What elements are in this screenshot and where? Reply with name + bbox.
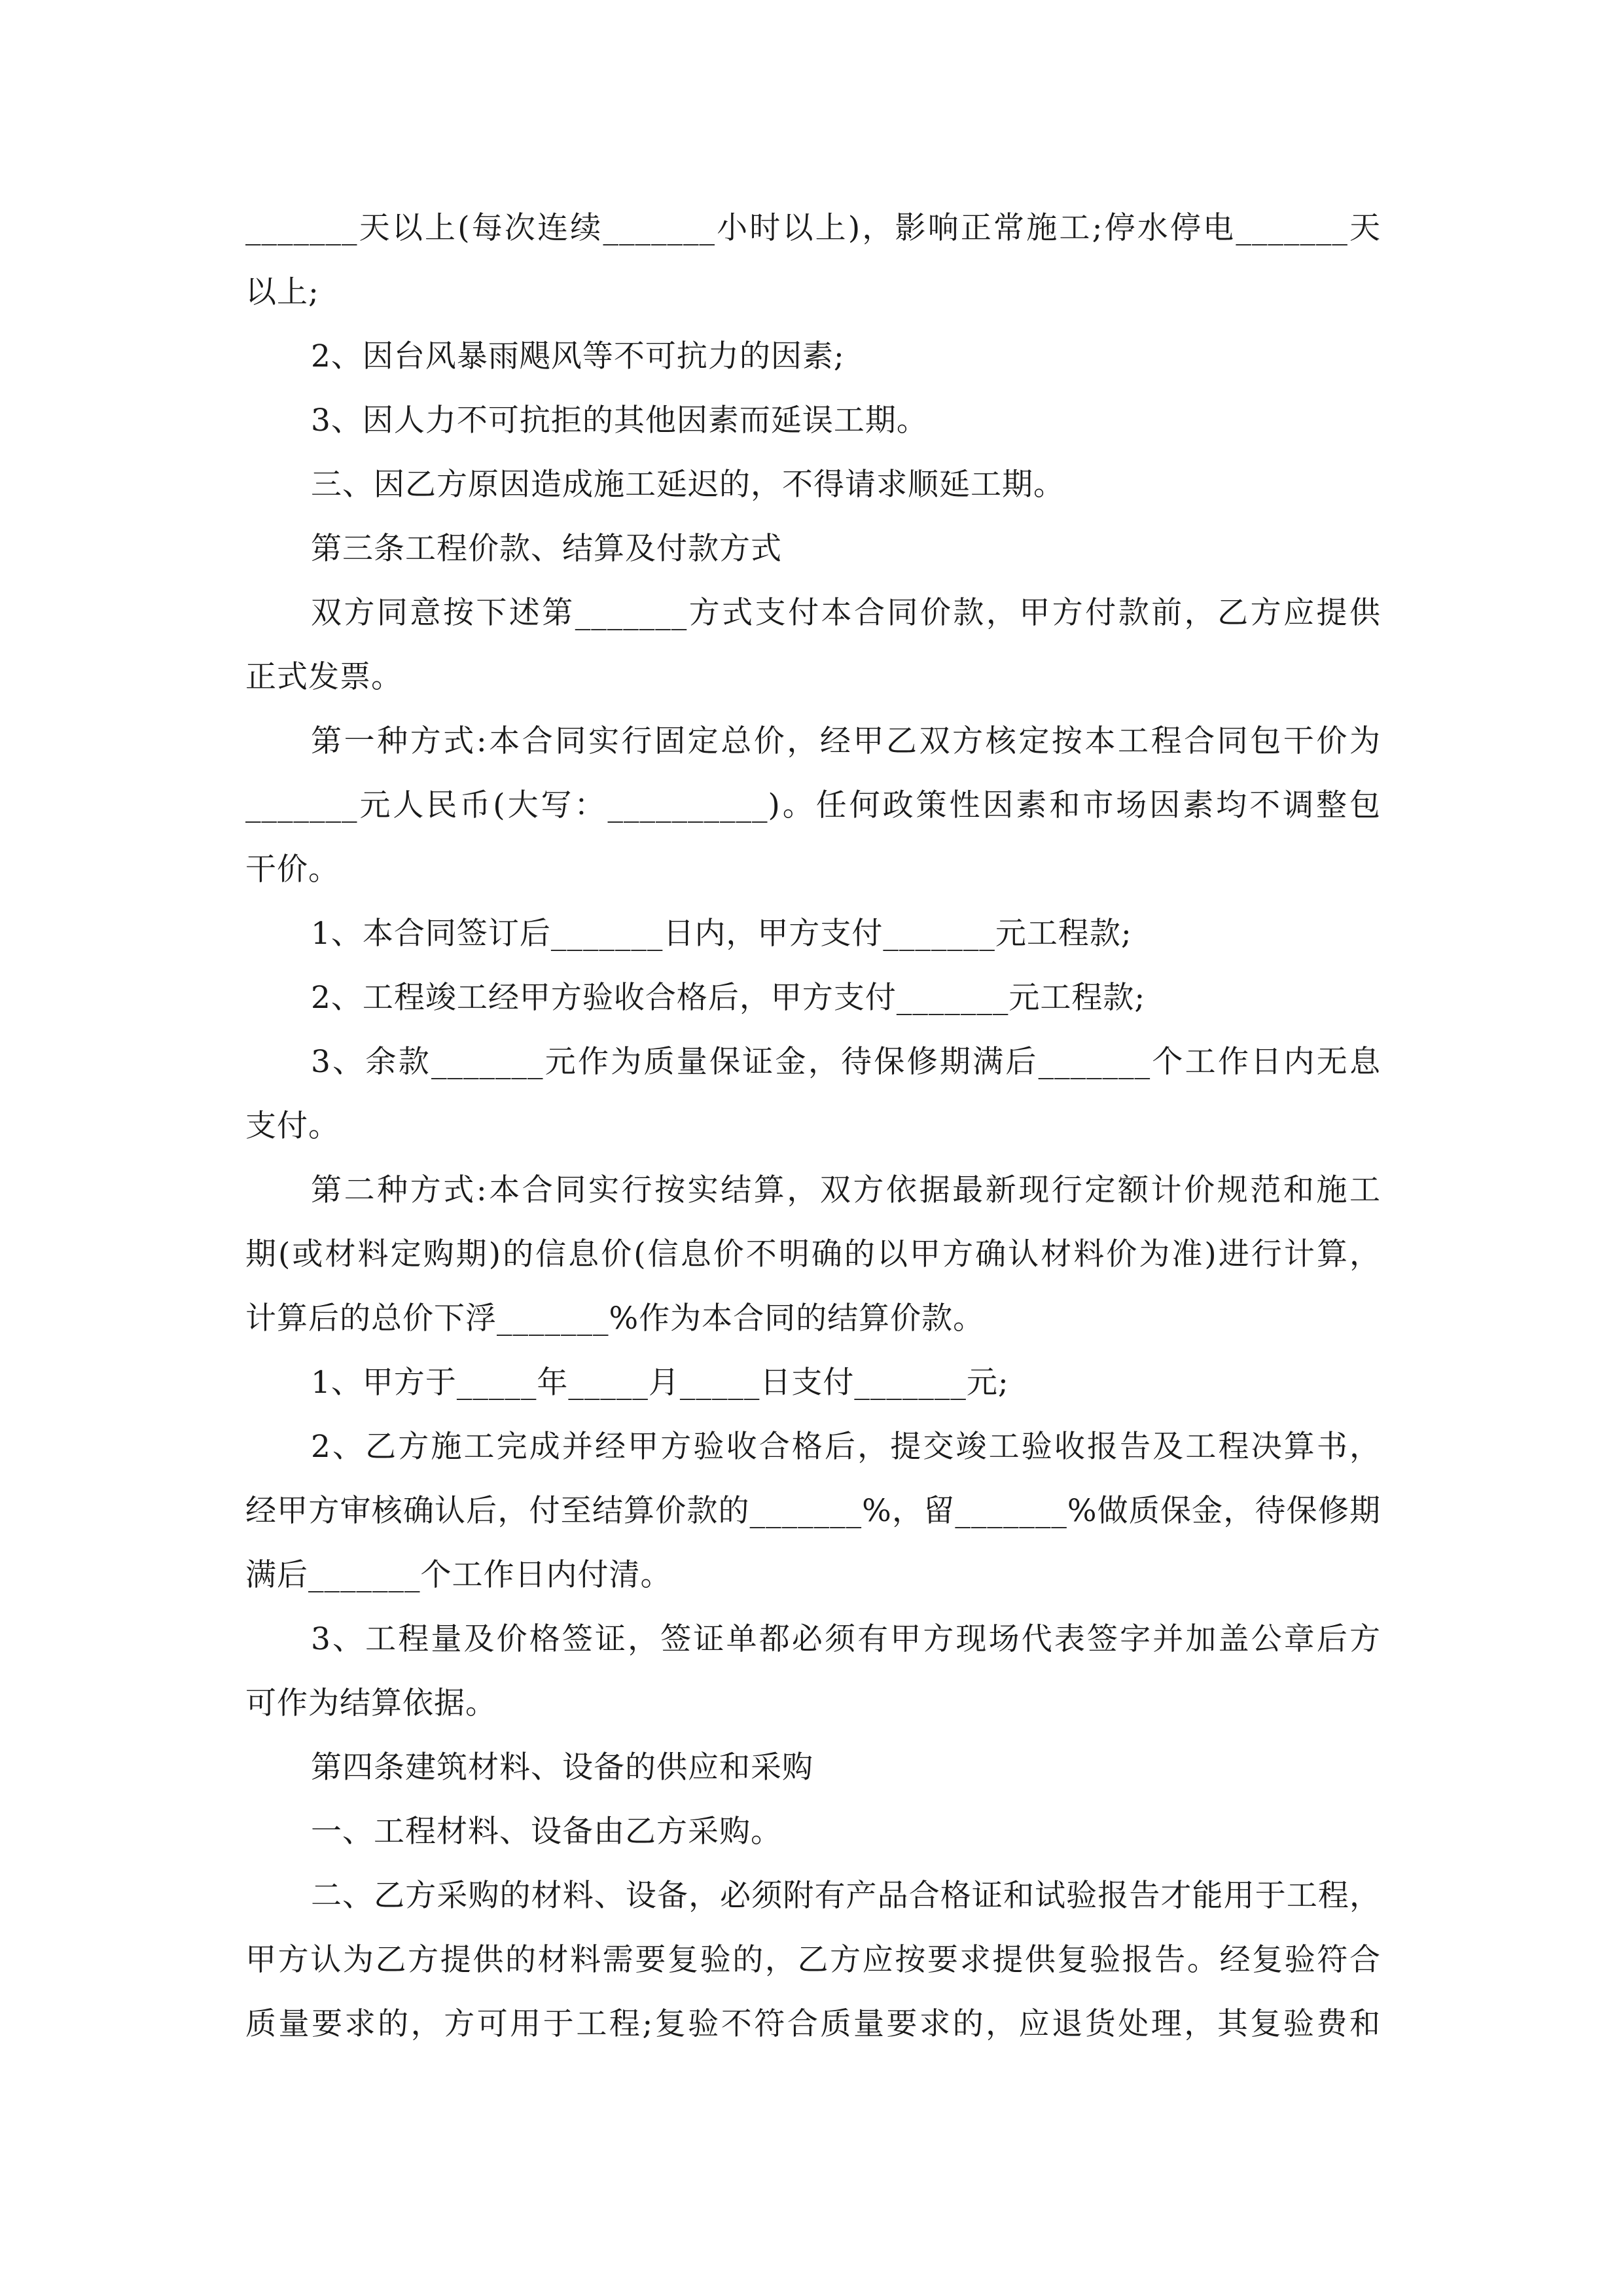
text-line-8: 正式发票。 — [245, 659, 402, 695]
text-line-23: 3、工程量及价格签证，签证单都必须有甲方现场代表签字并加盖公章后方 — [311, 1621, 1381, 1657]
text-line-9: 第一种方式:本合同实行固定总价，经甲乙双方核定按本工程合同包干价为 — [311, 723, 1381, 759]
text-line-21: 经甲方审核确认后，付至结算价款的_______%，留_______%做质保金，待保修期 — [245, 1493, 1381, 1529]
text-line-15: 支付。 — [245, 1108, 340, 1144]
text-line-16: 第二种方式:本合同实行按实结算，双方依据最新现行定额计价规范和施工 — [311, 1172, 1381, 1208]
text-line-11: 干价。 — [245, 852, 340, 888]
text-line-10: _______元人民币(大写：__________)。任何政策性因素和市场因素均不调整包 — [245, 787, 1381, 823]
text-line-22: 满后_______个工作日内付清。 — [245, 1557, 672, 1593]
text-line-18: 计算后的总价下浮_______%作为本合同的结算价款。 — [245, 1300, 985, 1336]
text-line-26: 一、工程材料、设备由乙方采购。 — [311, 1814, 782, 1850]
text-line-14: 3、余款_______元作为质量保证金，待保修期满后_______个工作日内无息 — [311, 1044, 1381, 1080]
text-line-4: 3、因人力不可抗拒的其他因素而延误工期。 — [311, 403, 928, 439]
text-line-17: 期(或材料定购期)的信息价(信息价不明确的以甲方确认材料价为准)进行计算， — [245, 1236, 1381, 1272]
text-line-25: 第四条建筑材料、设备的供应和采购 — [311, 1749, 813, 1785]
text-line-13: 2、工程竣工经甲方验收合格后，甲方支付_______元工程款; — [311, 980, 1146, 1016]
text-line-3: 2、因台风暴雨飓风等不可抗力的因素; — [311, 338, 845, 374]
text-line-29: 质量要求的，方可用于工程;复验不符合质量要求的，应退货处理，其复验费和 — [245, 2006, 1381, 2042]
text-line-1: _______天以上(每次连续_______小时以上)，影响正常施工;停水停电_______天 — [245, 210, 1381, 246]
text-line-6: 第三条工程价款、结算及付款方式 — [311, 531, 782, 567]
text-line-2: 以上; — [245, 274, 319, 310]
document-body — [245, 196, 1381, 2056]
text-line-12: 1、本合同签订后_______日内，甲方支付_______元工程款; — [311, 916, 1132, 952]
text-line-5: 三、因乙方原因造成施工延迟的，不得请求顺延工期。 — [311, 467, 1065, 503]
text-line-24: 可作为结算依据。 — [245, 1685, 497, 1721]
text-line-20: 2、乙方施工完成并经甲方验收合格后，提交竣工验收报告及工程决算书， — [311, 1429, 1381, 1465]
text-line-28: 甲方认为乙方提供的材料需要复验的，乙方应按要求提供复验报告。经复验符合 — [245, 1942, 1381, 1978]
text-line-19: 1、甲方于_____年_____月_____日支付_______元; — [311, 1365, 1009, 1401]
text-line-27: 二、乙方采购的材料、设备，必须附有产品合格证和试验报告才能用于工程， — [311, 1878, 1381, 1914]
text-line-7: 双方同意按下述第_______方式支付本合同价款，甲方付款前，乙方应提供 — [311, 595, 1381, 631]
